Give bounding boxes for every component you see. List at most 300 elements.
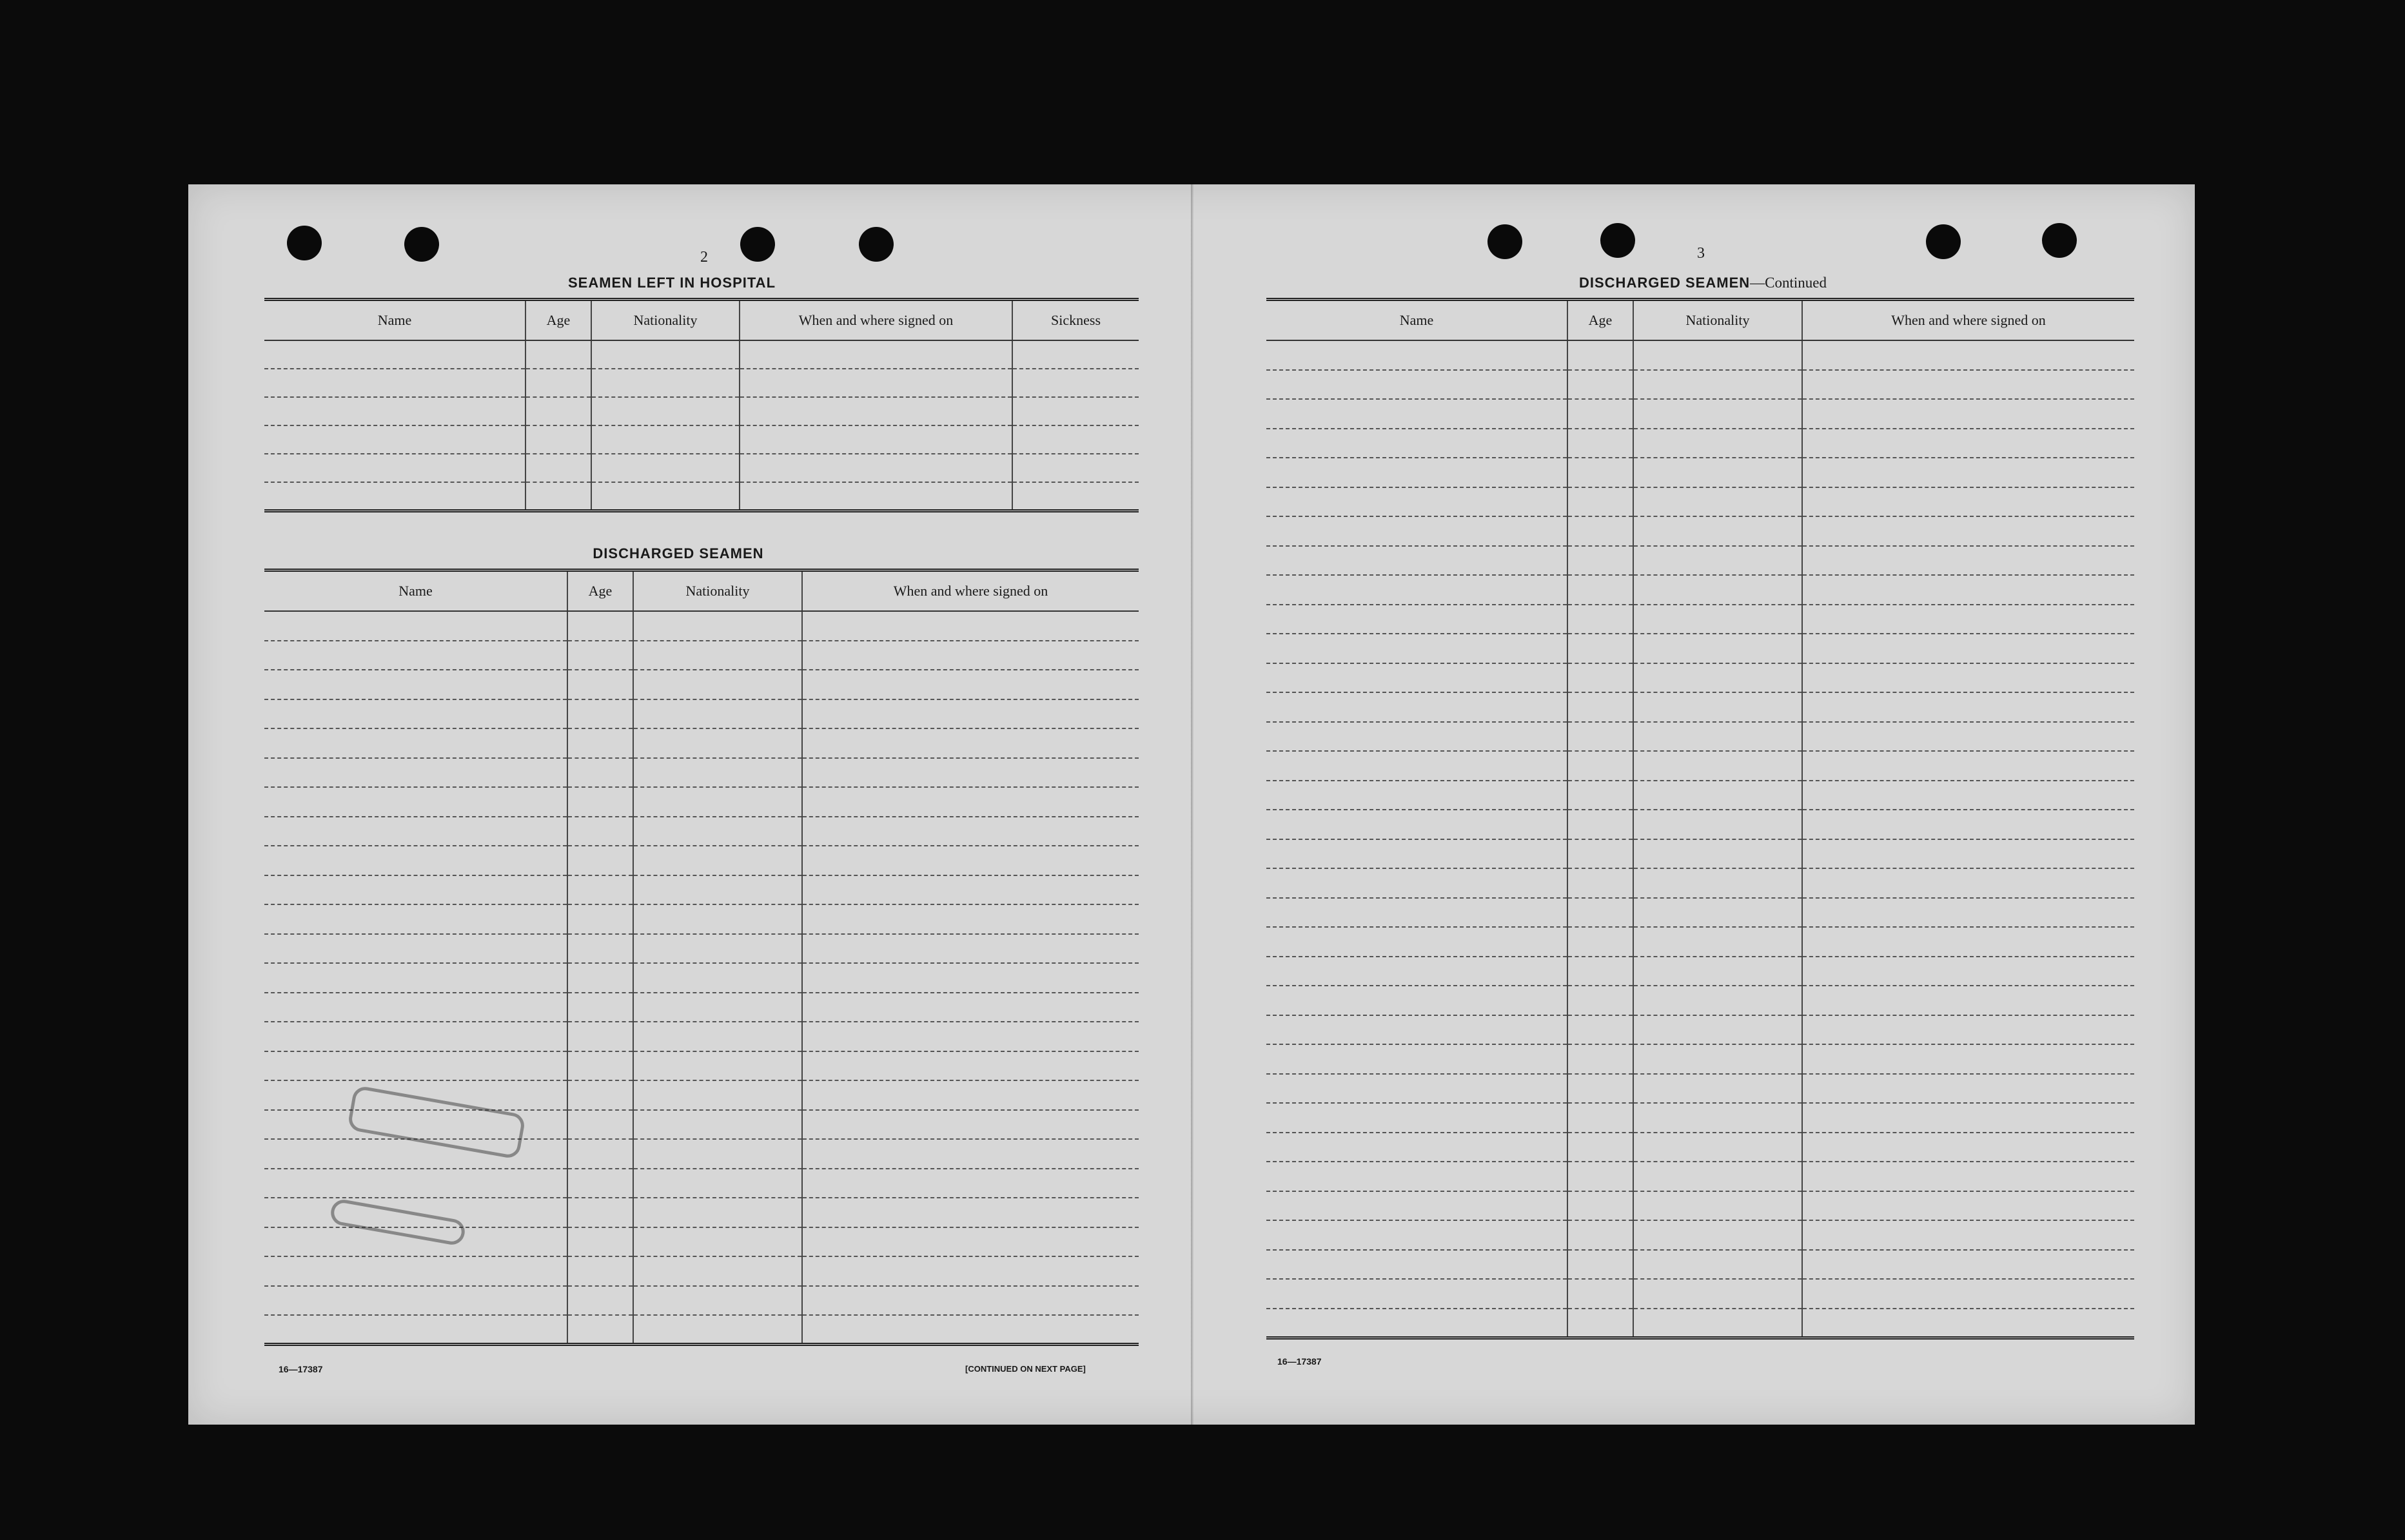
blank-cell bbox=[1567, 370, 1633, 400]
table-row bbox=[1266, 1074, 2134, 1104]
blank-cell bbox=[633, 787, 802, 817]
blank-cell bbox=[1802, 1015, 2134, 1045]
header-row bbox=[264, 300, 1139, 341]
blank-cell bbox=[1012, 397, 1139, 425]
table-row bbox=[1266, 751, 2134, 781]
hospital-table bbox=[264, 298, 1139, 512]
table-row bbox=[1266, 898, 2134, 928]
blank-cell bbox=[802, 817, 1139, 846]
blank-cell bbox=[264, 817, 567, 846]
blank-cell bbox=[1567, 1103, 1633, 1133]
blank-cell bbox=[1567, 1015, 1633, 1045]
form-number: 16—17387 bbox=[1277, 1356, 1322, 1367]
table-row bbox=[264, 817, 1139, 846]
blank-cell bbox=[633, 817, 802, 846]
blank-cell bbox=[1802, 810, 2134, 839]
table-row bbox=[1266, 692, 2134, 722]
blank-cell bbox=[1633, 1074, 1802, 1104]
blank-cell bbox=[1802, 1103, 2134, 1133]
blank-cell bbox=[802, 1051, 1139, 1081]
table-row bbox=[1266, 1220, 2134, 1250]
blank-cell bbox=[1567, 1191, 1633, 1221]
blank-cell bbox=[1567, 1309, 1633, 1338]
table-row bbox=[1266, 1015, 2134, 1045]
blank-cell bbox=[1802, 957, 2134, 986]
blank-cell bbox=[1802, 1191, 2134, 1221]
column-header: Nationality bbox=[591, 300, 740, 341]
blank-cell bbox=[1266, 634, 1567, 663]
blank-cell bbox=[802, 728, 1139, 758]
blank-cell bbox=[1802, 1309, 2134, 1338]
column-header: Age bbox=[1567, 300, 1633, 341]
table-row bbox=[1266, 546, 2134, 576]
blank-cell bbox=[1633, 1250, 1802, 1280]
blank-cell bbox=[264, 369, 525, 397]
table-row bbox=[1266, 927, 2134, 957]
blank-cell bbox=[802, 699, 1139, 729]
table-row bbox=[264, 1139, 1139, 1169]
blank-cell bbox=[1633, 1044, 1802, 1074]
blank-cell bbox=[1802, 399, 2134, 429]
page-number: 3 bbox=[1697, 245, 1705, 262]
blank-cell bbox=[1567, 986, 1633, 1015]
blank-cell bbox=[1567, 868, 1633, 898]
table-row bbox=[1266, 1279, 2134, 1309]
blank-cell bbox=[264, 993, 567, 1022]
table-row bbox=[1266, 810, 2134, 839]
header-row bbox=[264, 570, 1139, 612]
blank-cell bbox=[1012, 454, 1139, 482]
blank-cell bbox=[1266, 1191, 1567, 1221]
blank-cell bbox=[1802, 429, 2134, 458]
blank-cell bbox=[802, 1139, 1139, 1169]
table-row bbox=[1266, 1309, 2134, 1338]
blank-cell bbox=[802, 846, 1139, 875]
blank-cell bbox=[802, 670, 1139, 699]
blank-cell bbox=[1633, 487, 1802, 517]
blank-cell bbox=[264, 963, 567, 993]
blank-cell bbox=[1633, 1015, 1802, 1045]
blank-cell bbox=[802, 934, 1139, 964]
blank-cell bbox=[1266, 340, 1567, 370]
blank-cell bbox=[633, 934, 802, 964]
blank-cell bbox=[1802, 1074, 2134, 1104]
blank-cell bbox=[1567, 399, 1633, 429]
blank-cell bbox=[1266, 458, 1567, 487]
blank-cell bbox=[802, 1110, 1139, 1140]
blank-cell bbox=[567, 758, 633, 788]
table-row bbox=[264, 1022, 1139, 1051]
column-header: Name bbox=[264, 300, 525, 341]
table-row bbox=[264, 875, 1139, 905]
blank-cell bbox=[1567, 839, 1633, 869]
blank-cell bbox=[1802, 634, 2134, 663]
blank-cell bbox=[525, 340, 591, 369]
table-row bbox=[1266, 957, 2134, 986]
blank-cell bbox=[1633, 839, 1802, 869]
blank-cell bbox=[264, 425, 525, 454]
blank-cell bbox=[633, 758, 802, 788]
blank-cell bbox=[567, 1286, 633, 1316]
blank-cell bbox=[1633, 927, 1802, 957]
blank-cell bbox=[802, 1080, 1139, 1110]
blank-cell bbox=[1802, 1044, 2134, 1074]
blank-cell bbox=[1633, 1133, 1802, 1162]
blank-cell bbox=[567, 1110, 633, 1140]
blank-cell bbox=[1802, 340, 2134, 370]
blank-cell bbox=[633, 1315, 802, 1345]
blank-cell bbox=[525, 369, 591, 397]
blank-cell bbox=[1567, 458, 1633, 487]
blank-cell bbox=[264, 641, 567, 670]
blank-cell bbox=[1567, 1133, 1633, 1162]
blank-cell bbox=[264, 699, 567, 729]
blank-cell bbox=[633, 1139, 802, 1169]
blank-cell bbox=[567, 875, 633, 905]
table-row bbox=[264, 758, 1139, 788]
blank-cell bbox=[264, 904, 567, 934]
blank-cell bbox=[802, 1169, 1139, 1198]
blank-cell bbox=[264, 454, 525, 482]
blank-cell bbox=[1266, 898, 1567, 928]
blank-cell bbox=[1266, 516, 1567, 546]
table-row bbox=[1266, 487, 2134, 517]
blank-cell bbox=[1266, 751, 1567, 781]
blank-cell bbox=[633, 641, 802, 670]
table-row bbox=[264, 425, 1139, 454]
blank-cell bbox=[567, 934, 633, 964]
blank-cell bbox=[633, 1022, 802, 1051]
blank-cell bbox=[1266, 839, 1567, 869]
table-row bbox=[264, 1256, 1139, 1286]
blank-cell bbox=[1266, 1309, 1567, 1338]
blank-cell bbox=[1633, 986, 1802, 1015]
table-row bbox=[1266, 1133, 2134, 1162]
column-header: Age bbox=[567, 570, 633, 612]
blank-cell bbox=[567, 1080, 633, 1110]
blank-cell bbox=[1567, 546, 1633, 576]
blank-cell bbox=[1633, 1220, 1802, 1250]
column-header: Name bbox=[1266, 300, 1567, 341]
blank-cell bbox=[1633, 692, 1802, 722]
blank-cell bbox=[1266, 927, 1567, 957]
table-row bbox=[1266, 1191, 2134, 1221]
blank-cell bbox=[1266, 722, 1567, 752]
blank-cell bbox=[567, 993, 633, 1022]
table-row bbox=[1266, 868, 2134, 898]
table-row bbox=[264, 904, 1139, 934]
blank-cell bbox=[633, 846, 802, 875]
blank-cell bbox=[1633, 399, 1802, 429]
blank-cell bbox=[633, 1051, 802, 1081]
blank-cell bbox=[1567, 429, 1633, 458]
blank-cell bbox=[802, 1227, 1139, 1257]
discharged-continued-table bbox=[1266, 298, 2134, 1340]
blank-cell bbox=[633, 963, 802, 993]
blank-cell bbox=[1802, 1220, 2134, 1250]
blank-cell bbox=[567, 670, 633, 699]
blank-cell bbox=[633, 993, 802, 1022]
blank-cell bbox=[264, 728, 567, 758]
column-header: Sickness bbox=[1012, 300, 1139, 341]
table-row bbox=[264, 369, 1139, 397]
blank-cell bbox=[1802, 898, 2134, 928]
section-title-suffix: —Continued bbox=[1750, 275, 1827, 291]
blank-cell bbox=[1012, 369, 1139, 397]
table-row bbox=[1266, 605, 2134, 634]
blank-cell bbox=[591, 397, 740, 425]
blank-cell bbox=[264, 1169, 567, 1198]
blank-cell bbox=[1567, 898, 1633, 928]
blank-cell bbox=[1633, 1191, 1802, 1221]
blank-cell bbox=[1633, 1309, 1802, 1338]
hospital-section-title: SEAMEN LEFT IN HOSPITAL bbox=[567, 275, 776, 291]
table-row bbox=[264, 454, 1139, 482]
blank-cell bbox=[1266, 605, 1567, 634]
blank-cell bbox=[1633, 516, 1802, 546]
blank-cell bbox=[740, 369, 1012, 397]
blank-cell bbox=[1266, 546, 1567, 576]
blank-cell bbox=[264, 482, 525, 511]
blank-cell bbox=[264, 846, 567, 875]
blank-cell bbox=[802, 1022, 1139, 1051]
blank-cell bbox=[264, 670, 567, 699]
blank-cell bbox=[802, 641, 1139, 670]
blank-cell bbox=[1802, 458, 2134, 487]
blank-cell bbox=[1266, 1162, 1567, 1191]
blank-cell bbox=[1266, 957, 1567, 986]
column-header: Nationality bbox=[633, 570, 802, 612]
table-row bbox=[1266, 634, 2134, 663]
blank-cell bbox=[1567, 1044, 1633, 1074]
table-row bbox=[1266, 429, 2134, 458]
blank-cell bbox=[264, 787, 567, 817]
blank-cell bbox=[264, 934, 567, 964]
blank-cell bbox=[633, 1080, 802, 1110]
blank-cell bbox=[1266, 1103, 1567, 1133]
blank-cell bbox=[1567, 605, 1633, 634]
blank-cell bbox=[1802, 868, 2134, 898]
blank-cell bbox=[264, 340, 525, 369]
table-row bbox=[264, 1315, 1139, 1345]
blank-cell bbox=[1802, 927, 2134, 957]
blank-cell bbox=[567, 817, 633, 846]
blank-cell bbox=[264, 875, 567, 905]
blank-cell bbox=[1266, 1044, 1567, 1074]
blank-cell bbox=[567, 641, 633, 670]
blank-cell bbox=[1266, 1015, 1567, 1045]
blank-cell bbox=[1633, 429, 1802, 458]
table-row bbox=[264, 611, 1139, 641]
blank-cell bbox=[567, 1022, 633, 1051]
blank-cell bbox=[1802, 1162, 2134, 1191]
table-row bbox=[1266, 575, 2134, 605]
blank-cell bbox=[1567, 810, 1633, 839]
blank-cell bbox=[1633, 722, 1802, 752]
column-header: When and where signed on bbox=[802, 570, 1139, 612]
table-row bbox=[1266, 663, 2134, 693]
column-header: Age bbox=[525, 300, 591, 341]
blank-cell bbox=[1266, 370, 1567, 400]
table-row bbox=[1266, 458, 2134, 487]
blank-cell bbox=[1802, 487, 2134, 517]
blank-cell bbox=[1633, 340, 1802, 370]
table-row bbox=[264, 1051, 1139, 1081]
table-row bbox=[264, 641, 1139, 670]
blank-cell bbox=[633, 875, 802, 905]
blank-cell bbox=[567, 699, 633, 729]
table-row bbox=[1266, 839, 2134, 869]
blank-cell bbox=[1266, 868, 1567, 898]
blank-cell bbox=[1266, 487, 1567, 517]
blank-cell bbox=[633, 1286, 802, 1316]
table-row bbox=[264, 1286, 1139, 1316]
blank-cell bbox=[1567, 1279, 1633, 1309]
blank-cell bbox=[567, 1198, 633, 1227]
blank-cell bbox=[1633, 458, 1802, 487]
blank-cell bbox=[567, 1315, 633, 1345]
blank-cell bbox=[1633, 751, 1802, 781]
blank-cell bbox=[1802, 1250, 2134, 1280]
blank-cell bbox=[567, 1169, 633, 1198]
blank-cell bbox=[1567, 663, 1633, 693]
blank-cell bbox=[1633, 781, 1802, 810]
blank-cell bbox=[525, 482, 591, 511]
table-row bbox=[1266, 986, 2134, 1015]
blank-cell bbox=[802, 904, 1139, 934]
table-row bbox=[1266, 722, 2134, 752]
blank-cell bbox=[1567, 340, 1633, 370]
table-row bbox=[1266, 370, 2134, 400]
left-page bbox=[188, 184, 1191, 1425]
blank-cell bbox=[1802, 1133, 2134, 1162]
table-row bbox=[1266, 340, 2134, 370]
blank-cell bbox=[1802, 663, 2134, 693]
blank-cell bbox=[740, 397, 1012, 425]
blank-cell bbox=[567, 904, 633, 934]
blank-cell bbox=[525, 397, 591, 425]
blank-cell bbox=[1266, 692, 1567, 722]
blank-cell bbox=[1266, 1279, 1567, 1309]
blank-cell bbox=[264, 611, 567, 641]
blank-cell bbox=[567, 1139, 633, 1169]
blank-cell bbox=[591, 369, 740, 397]
blank-cell bbox=[633, 1256, 802, 1286]
blank-cell bbox=[802, 611, 1139, 641]
blank-cell bbox=[1633, 810, 1802, 839]
blank-cell bbox=[1633, 1103, 1802, 1133]
column-header: Name bbox=[264, 570, 567, 612]
blank-cell bbox=[264, 1315, 567, 1345]
blank-cell bbox=[1802, 575, 2134, 605]
blank-cell bbox=[1266, 663, 1567, 693]
table-row bbox=[264, 934, 1139, 964]
blank-cell bbox=[1567, 927, 1633, 957]
blank-cell bbox=[1266, 1250, 1567, 1280]
table-row bbox=[1266, 1044, 2134, 1074]
blank-cell bbox=[1802, 692, 2134, 722]
blank-cell bbox=[567, 787, 633, 817]
blank-cell bbox=[1802, 370, 2134, 400]
table-row bbox=[1266, 399, 2134, 429]
blank-cell bbox=[264, 1051, 567, 1081]
form-number: 16—17387 bbox=[279, 1364, 323, 1374]
discharged-section-title: DISCHARGED SEAMEN bbox=[593, 545, 764, 561]
blank-cell bbox=[802, 1256, 1139, 1286]
table-row bbox=[264, 699, 1139, 729]
blank-cell bbox=[1633, 605, 1802, 634]
blank-cell bbox=[802, 993, 1139, 1022]
blank-cell bbox=[1567, 722, 1633, 752]
header-row bbox=[1266, 300, 2134, 341]
table-row bbox=[264, 787, 1139, 817]
blank-cell bbox=[1567, 516, 1633, 546]
blank-cell bbox=[1802, 516, 2134, 546]
blank-cell bbox=[1567, 1074, 1633, 1104]
blank-cell bbox=[591, 454, 740, 482]
blank-cell bbox=[1802, 986, 2134, 1015]
blank-cell bbox=[591, 340, 740, 369]
blank-cell bbox=[1567, 1162, 1633, 1191]
blank-cell bbox=[802, 875, 1139, 905]
discharged-continued-title bbox=[1522, 275, 1883, 291]
table-row bbox=[264, 728, 1139, 758]
blank-cell bbox=[264, 1256, 567, 1286]
blank-cell bbox=[1567, 692, 1633, 722]
blank-cell bbox=[264, 1022, 567, 1051]
blank-cell bbox=[740, 340, 1012, 369]
column-header: When and where signed on bbox=[740, 300, 1012, 341]
blank-cell bbox=[633, 1169, 802, 1198]
blank-cell bbox=[1567, 1220, 1633, 1250]
blank-cell bbox=[525, 425, 591, 454]
blank-cell bbox=[802, 1315, 1139, 1345]
blank-cell bbox=[525, 454, 591, 482]
blank-cell bbox=[1633, 370, 1802, 400]
blank-cell bbox=[1633, 1279, 1802, 1309]
right-page bbox=[1193, 184, 2195, 1425]
blank-cell bbox=[802, 1198, 1139, 1227]
blank-cell bbox=[591, 482, 740, 511]
blank-cell bbox=[1802, 722, 2134, 752]
blank-cell bbox=[1633, 663, 1802, 693]
blank-cell bbox=[1266, 781, 1567, 810]
blank-cell bbox=[264, 397, 525, 425]
blank-cell bbox=[567, 1051, 633, 1081]
blank-cell bbox=[633, 699, 802, 729]
table-row bbox=[1266, 781, 2134, 810]
section-title-text: DISCHARGED SEAMEN bbox=[1579, 275, 1751, 291]
table-row bbox=[264, 963, 1139, 993]
blank-cell bbox=[1567, 781, 1633, 810]
blank-cell bbox=[1567, 1250, 1633, 1280]
table-row bbox=[1266, 516, 2134, 546]
blank-cell bbox=[1567, 487, 1633, 517]
blank-cell bbox=[264, 1139, 567, 1169]
table-row bbox=[264, 846, 1139, 875]
table-row bbox=[264, 993, 1139, 1022]
blank-cell bbox=[740, 425, 1012, 454]
table-row bbox=[1266, 1103, 2134, 1133]
column-header: Nationality bbox=[1633, 300, 1802, 341]
table-row bbox=[264, 397, 1139, 425]
page-number: 2 bbox=[700, 249, 708, 266]
blank-cell bbox=[1266, 399, 1567, 429]
blank-cell bbox=[1633, 546, 1802, 576]
blank-cell bbox=[1012, 482, 1139, 511]
blank-cell bbox=[1266, 575, 1567, 605]
blank-cell bbox=[1266, 429, 1567, 458]
